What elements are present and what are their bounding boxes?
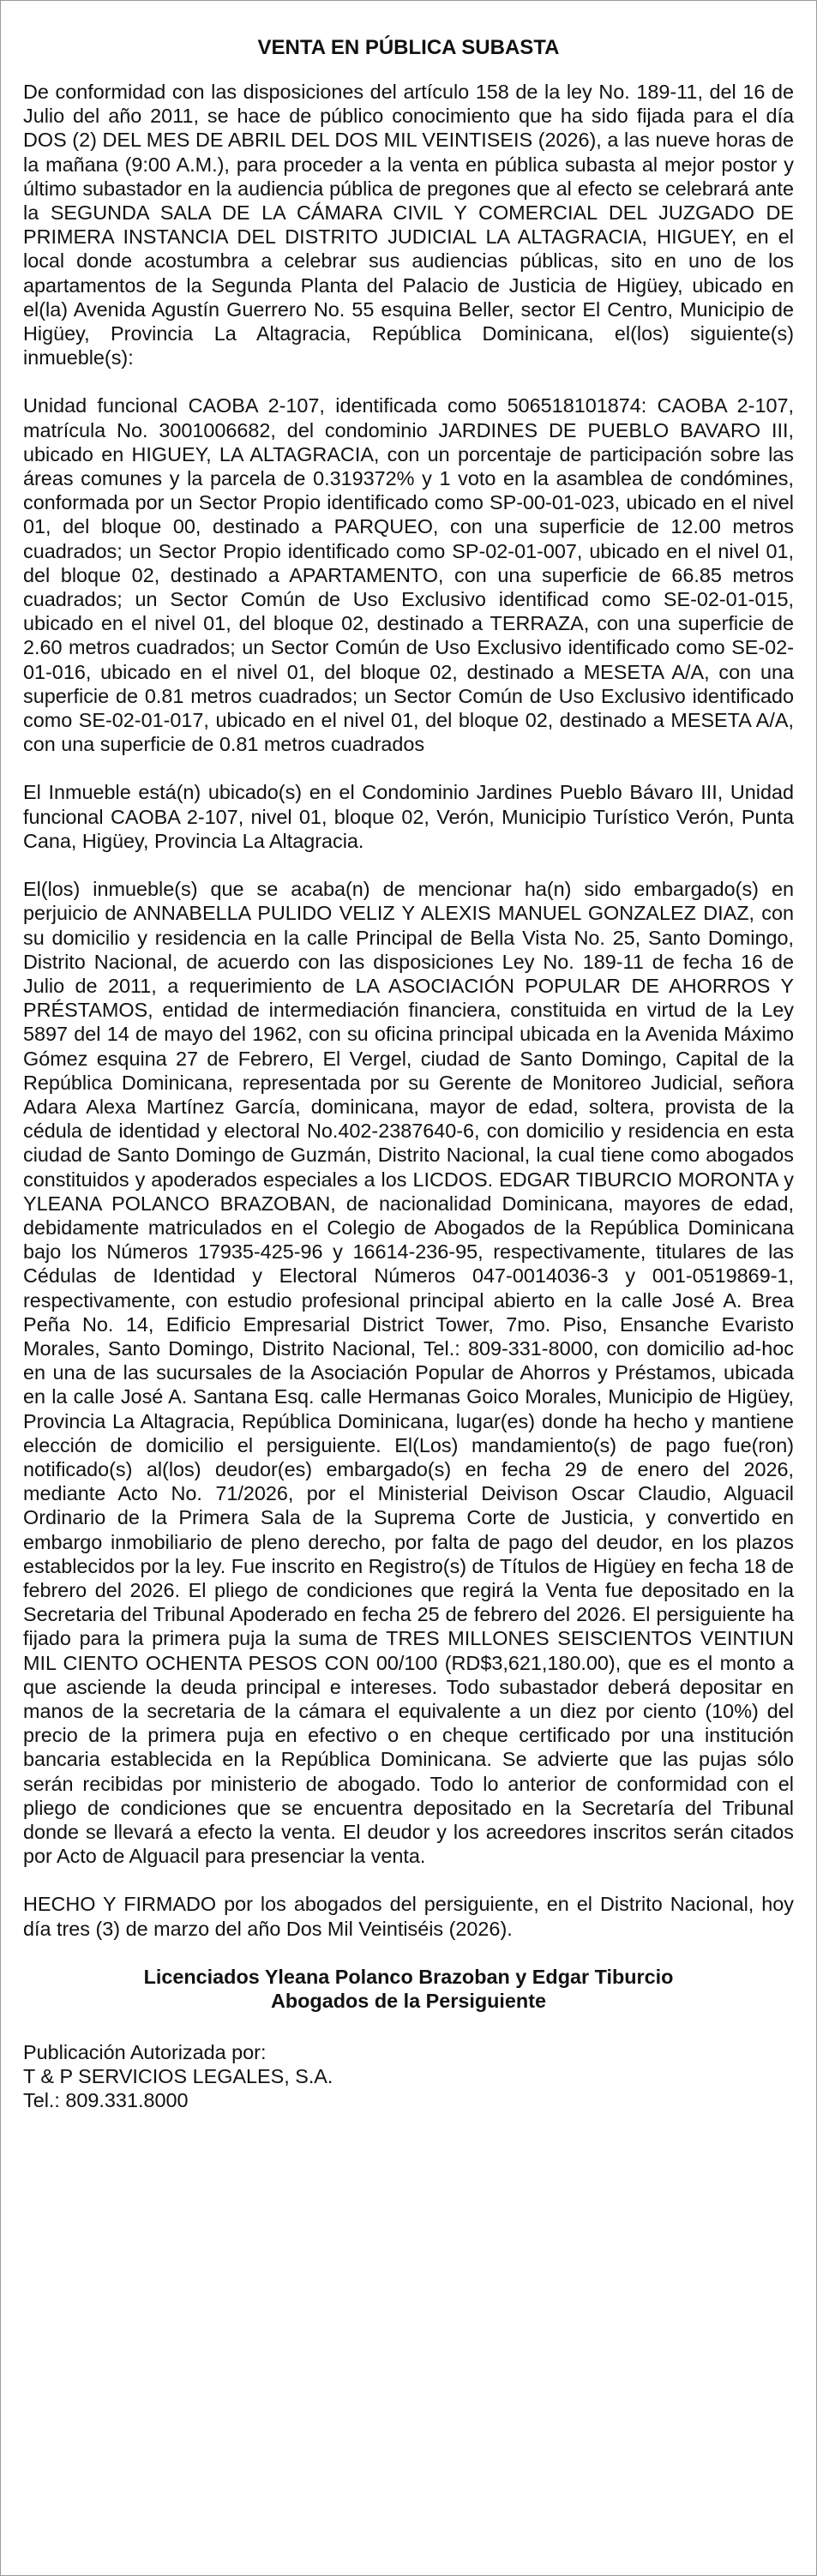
- signature-role: Abogados de la Persiguiente: [270, 1989, 547, 2012]
- notice-title: VENTA EN PÚBLICA SUBASTA: [257, 36, 560, 59]
- publication-label: Publicación Autorizada por:: [23, 2040, 267, 2063]
- publication-phone: Tel.: 809.331.8000: [23, 2089, 189, 2112]
- paragraph-seizure-details: El(los) inmueble(s) que se acaba(n) de mencionar ha(n) sido embargado(s) en perjuicio de ANNABELLA PULIDO VELIZ Y ALEXIS MANUEL GONZALEZ DIAZ, con su domicilio y residencia en la calle Principal de Bella Vista No. 25, Santo Domingo, Distrito Nacional, de acuerdo con las disposiciones Ley No. 189-11 de fecha 16 de Julio de 2011, a requerimiento de LA ASOCIACIÓN POPULAR DE AHORROS Y PRÉSTAMOS, entidad de intermediación financiera, constituida en virtud de la Ley 5897 del 14 de mayo del 1962, con su oficina principal ubicada en la Avenida Máximo Gómez esquina 27 de Febrero, El Vergel, ciudad de Santo Domingo, Capital de la República Dominicana, representada por su Gerente de Monitoreo Judicial, señora Adara Alexa Martínez García, dominicana, mayor de edad, soltera, provista de la cédula de identidad y electoral No.402-2387640-6, con domicilio y residencia en esta ciudad de Santo Domingo de Guzmán, Distrito Nacional, la cual tiene como abogados constituidos y apoderados especiales a los LICDOS. EDGAR TIBURCIO MORONTA y YLEANA POLANCO BRAZOBAN, de nacionalidad Dominicana, mayores de edad, debidamente matriculados en el Colegio de Abogados de la República Dominicana bajo los Números 17935-425-96 y 16614-236-95, respectivamente, titulares de las Cédulas de Identidad y Electoral Números 047-0014036-3 y 001-0519869-1, respectivamente, con estudio profesional principal abierto en la calle José A. Brea Peña No. 14, Edificio Empresarial District Tower, 7mo. Piso, Ensanche Evaristo Morales, Santo Domingo, Distrito Nacional, Tel.: 809-331-8000, con domicilio ad-hoc en una de las sucursales de la Asociación Popular de Ahorros y Préstamos, ubicada en la calle José A. Santana Esq. calle Hermanas Goico Morales, Municipio de Higüey, Provincia La Altagracia, República Dominicana, lugar(es) donde ha hecho y mantiene elección de domicilio el persiguiente. El(Los) mandamiento(s) de pago fue(ron) notificado(s) al(los) deudor(es) embargado(s) en fecha 29 de enero del 2026, mediante Acto No. 71/2026, por el Ministerial Deivison Oscar Claudio, Alguacil Ordinario de la Primera Sala de la Suprema Corte de Justicia, y convertido en embargo inmobiliario de pleno derecho, por falta de pago del deudor, en los plazos establecidos por la ley. Fue inscrito en Registro(s) de Títulos de Higüey en fecha 18 de febrero del 2026. El pliego de condiciones que regirá la Venta fue depositado en la Secretaria del Tribunal Apoderado en fecha 25 de febrero del 2026. El persiguiente ha fijado para la primera puja la suma de TRES MILLONES SEISCIENTOS VEINTIUN MIL CIENTO OCHENTA PESOS CON 00/100 (RD$3,621,180.00), que es el monto a que asciende la deuda principal e intereses. Todo subastador deberá depositar en manos de la secretaria de la cámara el equivalente a un diez por ciento (10%) del precio de la primera puja en efectivo o en cheque certificado por una institución bancaria establecida en la República Dominicana. Se advierte que las pujas sólo serán recibidas por ministerio de abogado. Todo lo anterior de conformidad con el pliego de condiciones que se encuentra depositado en la Secretaría del Tribunal donde se llevará a efecto la venta. El deudor y los acreedores inscritos serán citados por Acto de Alguacil para presenciar la venta.: [23, 878, 794, 1868]
- signature-lawyers: Licenciados Yleana Polanco Brazoban y Edgar Tiburcio: [143, 1965, 674, 1988]
- paragraph-property-location: El Inmueble está(n) ubicado(s) en el Condominio Jardines Pueblo Bávaro III, Unidad funcional CAOBA 2-107, nivel 01, bloque 02, Verón, Municipio Turístico Verón, Punta Cana, Higüey, Provincia La Altagracia.: [23, 781, 794, 852]
- publication-company: T & P SERVICIOS LEGALES, S.A.: [23, 2065, 333, 2088]
- paragraph-property-description: Unidad funcional CAOBA 2-107, identificada como 506518101874: CAOBA 2-107, matrícula No. 3001006682, del condominio JARDINES DE PUEBLO BAVARO III, ubicado en HIGUEY, LA ALTAGRACIA, con un porcentaje de participación sobre las áreas comunes y la parcela de 0.319372% y 1 voto en la asamblea de condómines, conformada por un Sector Propio identificado como SP-00-01-023, ubicado en el nivel 01, del bloque 00, destinado a PARQUEO, con una superficie de 12.00 metros cuadrados; un Sector Propio identificado como SP-02-01-007, ubicado en el nivel 01, del bloque 02, destinado a APARTAMENTO, con una superficie de 66.85 metros cuadrados; un Sector Común de Uso Exclusivo identificad como SE-02-01-015, ubicado en el nivel 01, del bloque 02, destinado a TERRAZA, con una superficie de 2.60 metros cuadrados; un Sector Común de Uso Exclusivo identificado como SE-02-01-016, ubicado en el nivel 01, del bloque 02, destinado a MESETA A/A, con una superficie de 0.81 metros cuadrados; un Sector Común de Uso Exclusivo identificado como SE-02-01-017, ubicado en el nivel 01, del bloque 02, destinado a MESETA A/A, con una superficie de 0.81 metros cuadrados: [23, 394, 794, 756]
- paragraph-signed-statement: HECHO Y FIRMADO por los abogados del persiguiente, en el Distrito Nacional, hoy día tres (3) de marzo del año Dos Mil Veintiséis (2026).: [23, 1893, 794, 1940]
- paragraph-auction-announcement: De conformidad con las disposiciones del artículo 158 de la ley No. 189-11, del 16 de Julio del año 2011, se hace de público conocimiento que ha sido fijada para el día DOS (2) DEL MES DE ABRIL DEL DOS MIL VEINTISEIS (2026), a las nueve horas de la mañana (9:00 A.M.), para proceder a la venta en pública subasta al mejor postor y último subastador en la audiencia pública de pregones que al efecto se celebrará ante la SEGUNDA SALA DE LA CÁMARA CIVIL Y COMERCIAL DEL JUZGADO DE PRIMERA INSTANCIA DEL DISTRITO JUDICIAL LA ALTAGRACIA, HIGUEY, en el local donde acostumbra a celebrar sus audiencias públicas, sito en uno de los apartamentos de la Segunda Planta del Palacio de Justicia de Higüey, ubicado en el(la) Avenida Agustín Guerrero No. 55 esquina Beller, sector El Centro, Municipio de Higüey, Provincia La Altagracia, República Dominicana, el(los) siguiente(s) inmueble(s):: [23, 81, 794, 369]
- publication-block: [23, 2040, 794, 2113]
- signature-block: [23, 1965, 794, 2013]
